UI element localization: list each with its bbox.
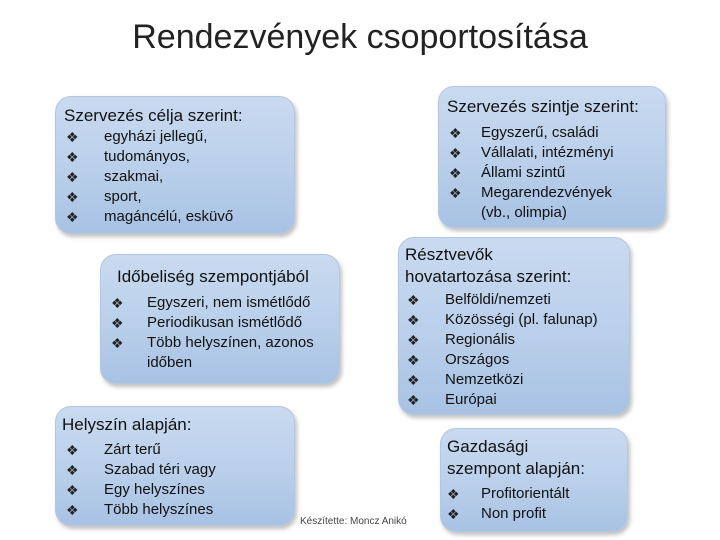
list-item: ❖ Egy helyszínes (66, 481, 205, 498)
list-item: ❖ Belföldi/nemzeti (407, 291, 551, 308)
list-item: ❖ Szabad téri vagy (66, 461, 216, 478)
diamond-bullet-icon: ❖ (449, 125, 462, 141)
list-item: ❖ Európai (407, 391, 497, 408)
box-heading (447, 436, 585, 480)
bullet-list (407, 290, 627, 410)
diamond-bullet-icon: ❖ (111, 315, 124, 331)
diamond-bullet-icon: ❖ (407, 352, 420, 368)
list-item: ❖ Állami szintű (449, 164, 566, 181)
bullet-list (111, 293, 336, 373)
bullet-list (66, 127, 291, 227)
diamond-bullet-icon: ❖ (449, 145, 462, 161)
list-item: ❖ Non profit (447, 505, 547, 522)
list-item: ❖ magáncélú, esküvő (66, 208, 234, 225)
diamond-bullet-icon: ❖ (447, 486, 460, 502)
diamond-bullet-icon: ❖ (407, 372, 420, 388)
diamond-bullet-icon: ❖ (66, 502, 79, 518)
diamond-bullet-icon: ❖ (449, 185, 462, 201)
box-heading: Szervezés célja szerint: (64, 106, 243, 125)
box-heading: Helyszín alapján: (62, 415, 192, 434)
author-credit: Készítette: Moncz Anikó (300, 516, 407, 527)
box-heading: Szervezés szintje szerint: (447, 97, 639, 116)
list-item: ❖ Országos (407, 351, 510, 368)
diamond-bullet-icon: ❖ (66, 462, 79, 478)
bullet-list (447, 484, 625, 524)
list-item: ❖ Megarendezvények (449, 184, 612, 201)
box-szervezes-celja (55, 96, 295, 234)
diamond-bullet-icon: ❖ (66, 442, 79, 458)
list-item: ❖ Profitorientált (447, 485, 570, 502)
list-item: ❖ Nemzetközi (407, 371, 524, 388)
diamond-bullet-icon: ❖ (407, 392, 420, 408)
list-item: ❖ szakmai, (66, 168, 164, 185)
list-item: ❖ Vállalati, intézményi (449, 144, 614, 161)
list-item: ❖ Több helyszínen, azonos (111, 334, 314, 351)
diamond-bullet-icon: ❖ (111, 295, 124, 311)
heading-line: Gazdasági (447, 437, 529, 456)
bullet-list (66, 440, 291, 520)
heading-line: Résztvevők (405, 245, 493, 264)
list-item: ❖ sport, (66, 188, 142, 205)
box-idobeliseg (100, 254, 340, 384)
list-item-continuation: (vb., olimpia) (481, 204, 567, 221)
list-item: ❖ Közösségi (pl. falunap) (407, 311, 598, 328)
list-item: ❖ Egyszerű, családi (449, 124, 599, 141)
list-item: ❖ Regionális (407, 331, 516, 348)
diamond-bullet-icon: ❖ (66, 129, 79, 145)
diamond-bullet-icon: ❖ (66, 149, 79, 165)
page-title: Rendezvények csoportosítása (132, 18, 588, 56)
list-item: ❖ egyházi jellegű, (66, 128, 208, 145)
bullet-list (449, 123, 661, 223)
heading-line: szempont alapján: (447, 459, 585, 478)
list-item: ❖ Periodikusan ismétlődő (111, 314, 303, 331)
box-heading (405, 244, 571, 288)
diamond-bullet-icon: ❖ (66, 482, 79, 498)
diamond-bullet-icon: ❖ (407, 292, 420, 308)
diamond-bullet-icon: ❖ (447, 506, 460, 522)
list-item: ❖ tudományos, (66, 148, 190, 165)
box-heading: Időbeliség szempontjából (117, 267, 309, 286)
diamond-bullet-icon: ❖ (111, 335, 124, 351)
diamond-bullet-icon: ❖ (407, 312, 420, 328)
box-szervezes-szintje (438, 86, 666, 228)
diamond-bullet-icon: ❖ (407, 332, 420, 348)
list-item-continuation: időben (147, 354, 193, 371)
diamond-bullet-icon: ❖ (66, 169, 79, 185)
box-gazdasagi (440, 428, 628, 532)
box-helyszin (55, 406, 295, 526)
diamond-bullet-icon: ❖ (66, 209, 79, 225)
list-item: ❖ Több helyszínes (66, 501, 214, 518)
diamond-bullet-icon: ❖ (449, 165, 462, 181)
heading-line: hovatartozása szerint: (405, 267, 572, 286)
list-item: ❖ Egyszeri, nem ismétlődő (111, 294, 311, 311)
diamond-bullet-icon: ❖ (66, 189, 79, 205)
list-item: ❖ Zárt terű (66, 441, 161, 458)
box-resztvevok (398, 237, 630, 415)
